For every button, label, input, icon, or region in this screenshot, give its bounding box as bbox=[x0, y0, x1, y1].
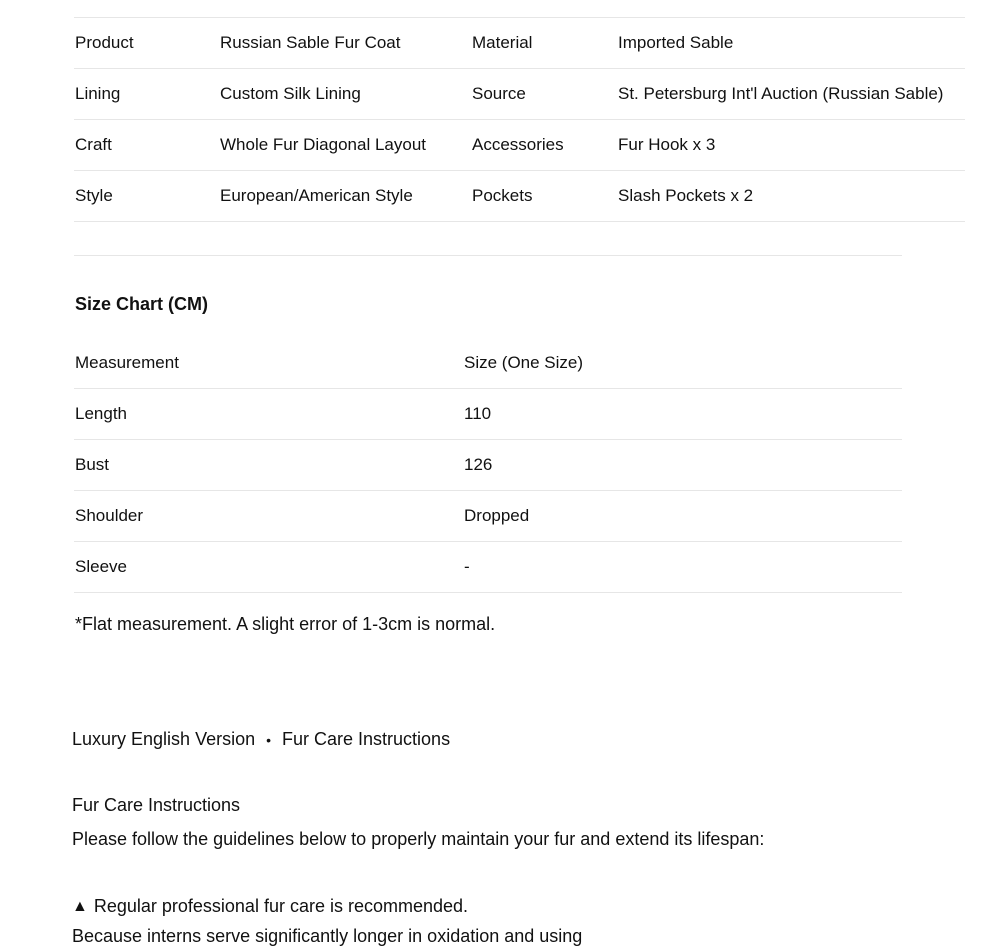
spec-value: Whole Fur Diagonal Layout bbox=[220, 120, 472, 171]
spec-label: Pockets bbox=[472, 171, 618, 222]
column-header: Size (One Size) bbox=[464, 338, 902, 389]
spec-label: Craft bbox=[74, 120, 220, 171]
measurement-value: Dropped bbox=[464, 491, 902, 542]
measurement-value: 126 bbox=[464, 440, 902, 491]
spec-value: Russian Sable Fur Coat bbox=[220, 18, 472, 69]
measurement-label: Shoulder bbox=[74, 491, 464, 542]
section-divider bbox=[74, 255, 902, 256]
size-chart-table bbox=[74, 338, 902, 593]
spec-value: Slash Pockets x 2 bbox=[618, 171, 965, 222]
care-intro: Please follow the guidelines below to properly maintain your fur and extend its lifespan: bbox=[72, 829, 765, 849]
measurement-value: 110 bbox=[464, 389, 902, 440]
column-header: Measurement bbox=[74, 338, 464, 389]
measurement-label: Length bbox=[74, 389, 464, 440]
spec-value: Custom Silk Lining bbox=[220, 69, 472, 120]
spec-value: St. Petersburg Int'l Auction (Russian Sable) bbox=[618, 69, 965, 120]
spec-row bbox=[74, 171, 965, 222]
triangle-icon: ▲ bbox=[72, 897, 88, 915]
care-item-text-partial: Because interns serve significantly longer in oxidation and using bbox=[72, 926, 583, 946]
care-section-header bbox=[72, 729, 450, 750]
spec-table bbox=[74, 17, 965, 222]
spec-row bbox=[74, 69, 965, 120]
table-row bbox=[74, 491, 902, 542]
size-chart-header-row bbox=[74, 338, 902, 389]
measurement-label: Bust bbox=[74, 440, 464, 491]
spec-label: Material bbox=[472, 18, 618, 69]
care-title: Fur Care Instructions bbox=[72, 795, 241, 815]
care-item-text: Regular professional fur care is recommended. bbox=[93, 896, 469, 916]
spec-label: Lining bbox=[74, 69, 220, 120]
table-row bbox=[74, 389, 902, 440]
table-row bbox=[74, 542, 902, 593]
spec-value: European/American Style bbox=[220, 171, 472, 222]
spec-row bbox=[74, 18, 965, 69]
spec-label: Source bbox=[472, 69, 618, 120]
spec-value: Imported Sable bbox=[618, 18, 965, 69]
size-chart-title: Size Chart (CM) bbox=[75, 294, 209, 314]
spec-label: Style bbox=[74, 171, 220, 222]
spec-label: Product bbox=[74, 18, 220, 69]
spec-value: Fur Hook x 3 bbox=[618, 120, 965, 171]
version-label: Luxury English Version bbox=[72, 729, 256, 749]
measurement-value: - bbox=[464, 542, 902, 593]
spec-row bbox=[74, 120, 965, 171]
measurement-note: *Flat measurement. A slight error of 1-3cm is normal. bbox=[75, 614, 496, 634]
table-row bbox=[74, 440, 902, 491]
bullet-separator: • bbox=[266, 731, 272, 748]
care-item bbox=[72, 896, 468, 917]
measurement-label: Sleeve bbox=[74, 542, 464, 593]
care-header-label: Fur Care Instructions bbox=[282, 729, 451, 749]
spec-label: Accessories bbox=[472, 120, 618, 171]
